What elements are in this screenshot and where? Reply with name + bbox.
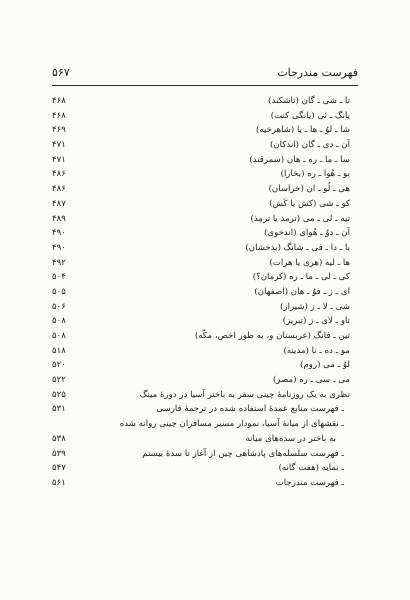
toc-entry-title: به باختر در سده‌های میانه [245,433,336,444]
toc-entry-page: ۵۰۶ [52,301,66,312]
header-page-number: ۵۶۷ [52,66,70,79]
toc-entry [52,388,350,403]
toc-entry [52,109,350,124]
toc-entry [52,461,350,476]
toc-entry-title: تین ـ فانگ (عربستان و، به طور اخص، مکّه) [194,331,350,341]
toc-entry-title: می ـ سی ـ ره (مصر) [273,375,350,386]
toc-entry [52,476,350,491]
table-of-contents [52,94,350,491]
toc-entry [52,300,350,315]
toc-entry-page: ۵۱۸ [52,345,66,356]
toc-entry [52,256,350,271]
toc-entry [52,123,350,138]
toc-entry-page: ۵۳۹ [52,448,66,459]
toc-entry-title: لوُ ـ می (روم) [300,360,350,371]
toc-entry-page: ۴۷۱ [52,140,66,151]
toc-entry-page: ۵۰۵ [52,286,66,297]
toc-entry-title: تاو ـ لای ـ ز (تبریز) [282,316,350,327]
toc-entry-title: ـ فهرست سلسله‌های پادشاهی چین از آغاز تا سدهٔ بیستم [142,448,344,459]
toc-entry-page: ۴۹۰ [52,228,66,239]
toc-entry-title: شی ـ لا ـ ز (شیراز) [280,301,350,312]
toc-entry-page: ۴۶۹ [52,125,66,136]
toc-entry-title: ـ فهرست منابع عمدهٔ استفاده شده در ترجمهٔ فارسی [156,404,344,415]
toc-entry-page: ۴۹۲ [52,257,66,268]
toc-entry-page: ۴۸۹ [52,213,66,224]
toc-entry-title: ـ نمایه (هفت گانه) [278,463,344,474]
toc-entry-page: ۴۹۰ [52,242,66,253]
toc-entry [52,212,350,227]
toc-entry-page: ۴۶۸ [52,96,66,106]
running-header [52,66,358,82]
toc-entry-title: شا ـ لوُ ـ ها ـ یا (شاهرخیه) [255,125,350,136]
toc-entry [52,314,350,329]
toc-entry-title: یانگ ـ ئی (یانگی کنت) [270,110,350,121]
toc-entry [52,241,350,256]
toc-entry-page: ۵۰۴ [52,272,66,283]
toc-entry [52,226,350,241]
toc-entry [52,94,350,109]
header-title: فهرست مندرجات [277,66,358,79]
toc-entry-title: هی ـ لُو ـ ان (خراسان) [268,184,350,195]
toc-entry-title: نظری به یک روزنامهٔ چینی سفر به باختر آسیا در دورهٔ مینگ [139,389,350,400]
toc-entry-page: ۵۴۷ [52,463,66,474]
toc-entry-title: آن ـ دی ـ گان (اندکان) [270,140,350,151]
toc-entry-title: سا ـ ما ـ ره ـ هان (سمرقند) [249,154,350,165]
toc-entry-page: ۴۸۷ [52,198,66,209]
toc-entry-title: کو ـ شی (کش یا کَش) [269,198,350,209]
toc-entry-title: ـ نقشهای از میانهٔ آسیا، نمودار مسیر مسافران چینی روانه شده [119,419,344,430]
toc-entry-page: ۵۳۸ [52,433,66,444]
toc-entry [52,373,350,388]
toc-entry-title: تیه ـ لی ـ می (ترمذ یا ترمِذ) [250,213,350,224]
toc-entry-page: ۵۰۸ [52,316,66,327]
toc-entry [52,432,350,447]
toc-entry-page: ۴۸۶ [52,184,66,195]
toc-entry [52,167,350,182]
toc-entry-page [52,417,82,432]
toc-entry [52,153,350,168]
toc-entry [52,285,350,300]
toc-entry-title: با ـ دا ـ فی ـ شانگ (بدخشان) [245,242,350,253]
toc-entry-page: ۴۶۸ [52,110,66,121]
toc-entry [52,197,350,212]
toc-entry-title: آن ـ دوُ ـ هُوای (اندخوی) [264,228,350,239]
toc-entry-title: ها ـ لیه (هری یا هرات) [269,257,350,268]
toc-entry [52,417,350,432]
toc-entry [52,358,350,373]
toc-entry-page: ۵۲۵ [52,389,66,400]
toc-entry [52,344,350,359]
toc-entry [52,182,350,197]
toc-entry-title: کی ـ لی ـ ما ـ ره (کرمان؟) [252,272,350,283]
toc-entry-page: ۴۷۱ [52,154,66,165]
toc-entry-page: ۵۶۱ [52,477,66,488]
toc-entry-title: ای ـ ز ـ فوُ ـ هان (اصفهان) [254,286,350,297]
toc-entry-title: ـ فهرست مندرجات [275,477,344,488]
toc-entry [52,138,350,153]
toc-entry-title: تا ـ شی ـ گان (تاشکند) [268,96,350,106]
toc-entry-page: ۵۳۱ [52,404,66,415]
toc-entry-page: ۵۲۰ [52,360,66,371]
toc-entry-page: ۵۲۲ [52,375,66,386]
toc-entry-page: ۴۸۶ [52,169,66,180]
toc-entry-title: بو ـ هُوا ـ ره (بخارا) [280,169,350,180]
toc-entry [52,447,350,462]
toc-entry [52,402,350,417]
header-rule [52,85,358,86]
toc-entry-page: ۵۰۸ [52,331,66,341]
toc-entry [52,270,350,285]
toc-entry-title: مو ـ ده ـ نا (مدینه) [283,345,350,356]
toc-entry [52,329,350,344]
